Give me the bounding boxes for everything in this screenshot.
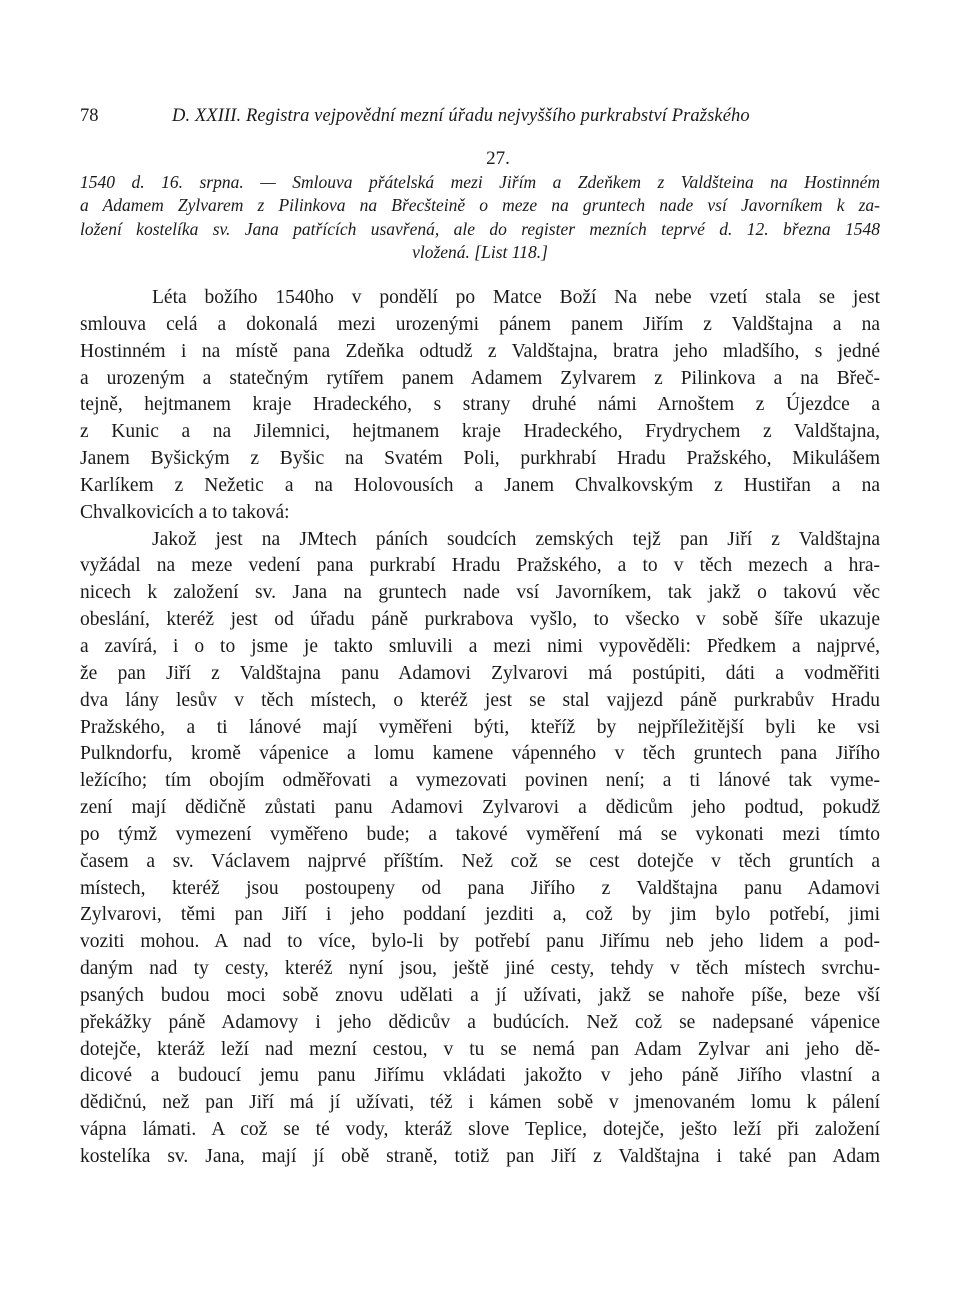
text-line: Janem Byšickým z Byšic na Svatém Poli, purkhrabí Hradu Pražského, Mikulášem bbox=[80, 448, 880, 470]
body-text bbox=[80, 285, 880, 1171]
running-head bbox=[80, 103, 880, 129]
text-line: nicech k založení sv. Jana na gruntech nade vsí Javorníkem, tak jakž o takovú věc bbox=[80, 582, 880, 604]
running-title: D. XXIII. Registra vejpovědní mezní úřadu nejvyššího purkrabství Pražského bbox=[172, 106, 750, 126]
text-line: dicové a budoucí jemu panu Jiřímu vkládati jakožto v jeho páně Jiřího vlastní a bbox=[80, 1065, 880, 1087]
text-line: Léta božího 1540ho v pondělí po Matce Boží Na nebe vzetí stala se jest bbox=[152, 287, 880, 308]
text-line: obeslání, kteréž jest od úřadu páně purkrabova vyšlo, to všecko v sobě šíře ukazuje bbox=[80, 609, 880, 631]
regest-line: vložená. [List 118.] bbox=[412, 242, 548, 263]
text-line: a urozeným a statečným rytířem panem Adamem Zylvarem z Pilinkova a na Břeč- bbox=[80, 367, 880, 389]
text-line: že pan Jiří z Valdštajna panu Adamovi Zylvarovi má postúpiti, dáti a vodměřiti bbox=[80, 662, 880, 684]
text-line: psaných budou moci sobě znovu udělati a jí užívati, jakž se nahoře píše, beze vší bbox=[80, 984, 880, 1006]
text-line: vyžádal na meze vedení pana purkrabí Hradu Pražského, a to v těch mezech a hra- bbox=[80, 555, 880, 577]
text-line: Pulkndorfu, kromě vápenice a lomu kamene vápenného v těch gruntech pana Jiřího bbox=[80, 743, 880, 765]
regest bbox=[80, 171, 880, 265]
text-line: vápna lámati. A což se té vody, kteráž slove Teplice, dotejče, ješto leží při založení bbox=[80, 1119, 880, 1141]
text-line: místech, kteréž jsou postoupeny od pana Jiřího z Valdštajna panu Adamovi bbox=[80, 877, 880, 899]
regest-line: a Adamem Zylvarem z Pilinkova na Břecšteině o meze na gruntech nade vsí Javorníkem k za- bbox=[80, 195, 880, 216]
page-number: 78 bbox=[80, 106, 99, 126]
text-line: ležícího; tím obojím odměřovati a vymezovati povinen není; a ti lánové tak vyme- bbox=[80, 770, 880, 792]
text-line: Jakož jest na JMtech páních soudcích zemských tejž pan Jiří z Valdštajna bbox=[152, 528, 880, 550]
text-line: Hostinném i na místě pana Zdeňka odtudž z Valdštajna, bratra jeho mladšího, s jedné bbox=[80, 340, 880, 362]
entry-number: 27. bbox=[486, 148, 510, 169]
text-line: tejně, hejtmanem kraje Hradeckého, s strany druhé námi Arnoštem z Újezdce a bbox=[80, 394, 880, 416]
text-line: a zavírá, i o to jsme je takto smluvili a mezi nimi vypověděli: Předkem a najprvé, bbox=[80, 635, 880, 657]
regest-line: ložení kostelíka sv. Jana patřících usavřená, ale do register mezních teprvé d. 12. března 1548 bbox=[80, 218, 880, 239]
text-line: voziti mohou. A nad to více, bylo-li by potřebí panu Jiřímu neb jeho lidem a pod- bbox=[80, 931, 880, 953]
text-line: Karlíkem z Nežetic a na Holovousích a Janem Chvalkovským z Hustiřan a na bbox=[80, 474, 880, 496]
text-line: z Kunic a na Jilemnici, hejtmanem kraje Hradeckého, Frydrychem z Valdštajna, bbox=[80, 421, 880, 443]
text-line: Pražského, a ti lánové mají vyměřeni býti, kteříž by nejpříležitější byli ke vsi bbox=[80, 716, 880, 738]
text-line: po týmž vymezení vyměřeno bude; a takové vyměření má se vykonati mezi tímto bbox=[80, 823, 880, 845]
text-line: Chvalkovicích a to taková: bbox=[80, 501, 290, 523]
text-line: daným nad ty cesty, kteréž nyní jsou, ještě jiné cesty, tehdy v těch místech svrchu- bbox=[80, 958, 880, 980]
text-line: dědičnú, než pan Jiří má jí užívati, též i kámen sobě v jmenovaném lomu k pálení bbox=[80, 1092, 880, 1114]
text-line: dva lány lesův v těch místech, o kteréž jest se stal vajjezd páně purkrabův Hradu bbox=[80, 689, 880, 711]
text-line: dotejče, kteráž leží nad mezní cestou, v tu se nemá pan Adam Zylvar ani jeho dě- bbox=[80, 1038, 880, 1060]
regest-line: 1540 d. 16. srpna. — Smlouva přátelská mezi Jiřím a Zdeňkem z Valdšteina na Hostinném bbox=[80, 172, 880, 192]
text-line: překážky páně Adamovy i jeho dědicův a budúcích. Než což se nadepsané vápenice bbox=[80, 1011, 880, 1033]
text-line: zení mají dědičně zůstati panu Adamovi Zylvarovi a dědicům jeho podtud, pokudž bbox=[80, 797, 880, 819]
text-line: Zylvarovi, těmi pan Jiří i jeho poddaní jezditi a, což by jim bylo potřebí, jimi bbox=[80, 904, 880, 926]
document-page bbox=[80, 0, 880, 1303]
text-line: kostelíka sv. Jana, mají jí obě straně, totiž pan Jiří z Valdštajna i také pan Adam bbox=[80, 1146, 880, 1167]
text-line: smlouva celá a dokonalá mezi urozenými pánem panem Jiřím z Valdštajna a na bbox=[80, 313, 880, 335]
text-line: časem a sv. Václavem najprvé příštím. Než což se cest dotejče v těch gruntích a bbox=[80, 850, 880, 872]
